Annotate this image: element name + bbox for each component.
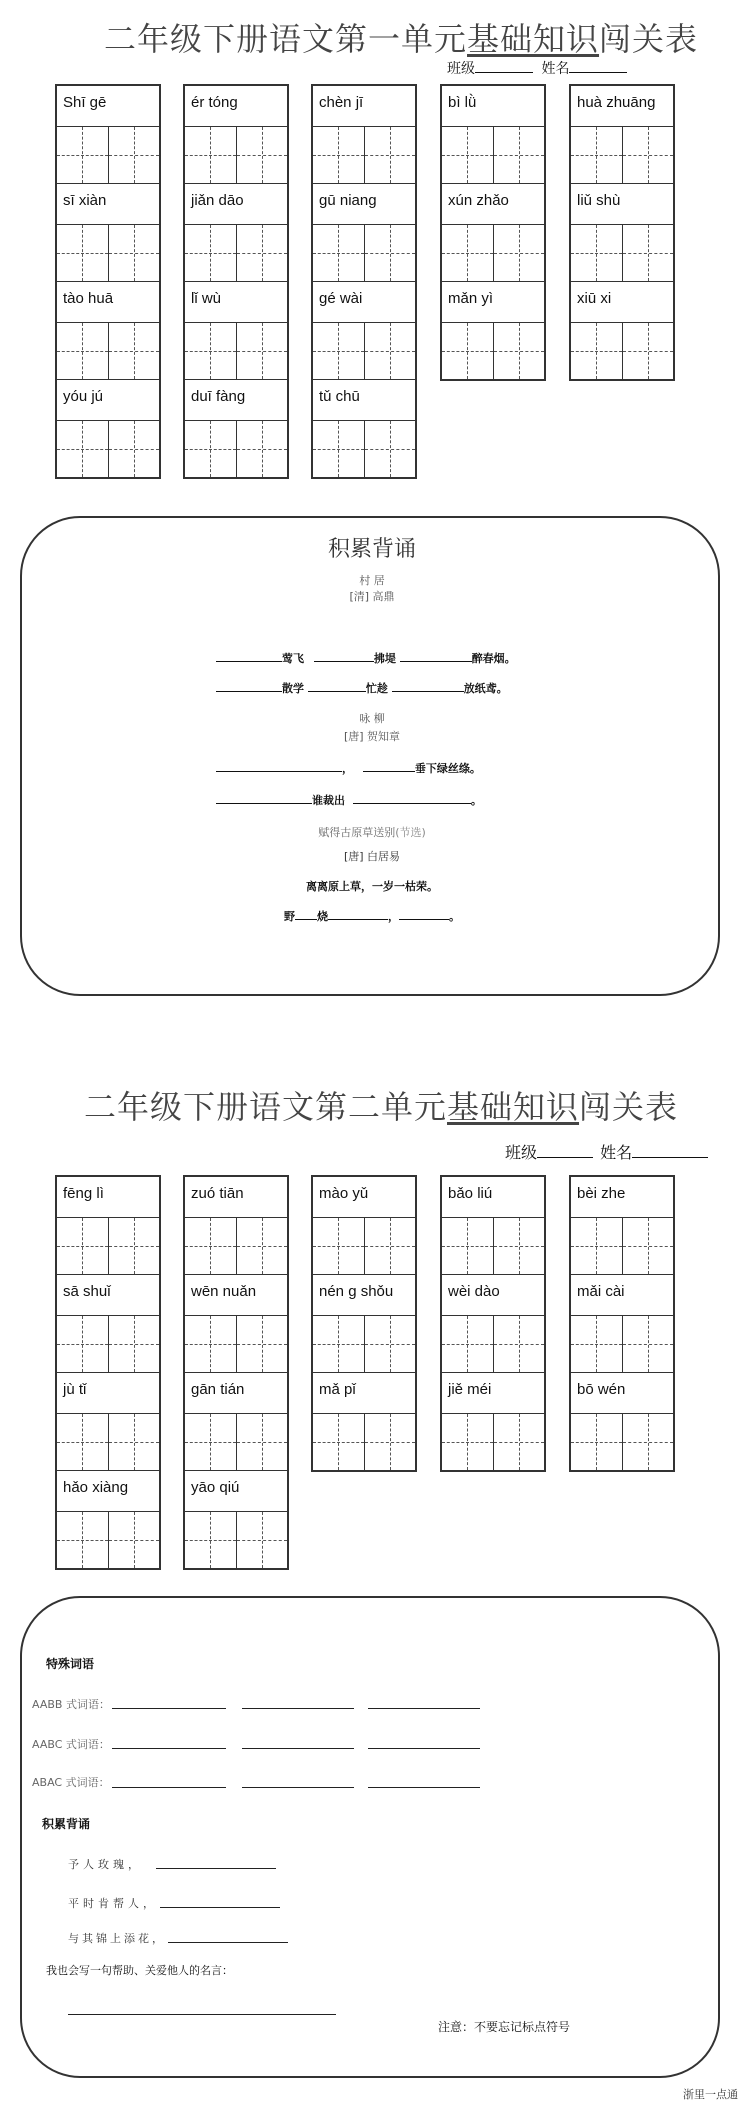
unit2-column-1 (55, 1175, 161, 1570)
tianzige-row (57, 224, 159, 282)
tianzige-row (185, 1315, 287, 1373)
aabc-label: AABC 式词语： (32, 1738, 110, 1751)
word-unit (185, 184, 287, 282)
words-heading: 特殊词语 (46, 1657, 95, 1671)
tianzige-row (57, 126, 159, 184)
pinyin-label: bō wén (577, 1381, 626, 1398)
pinyin-label: hǎo xiàng (63, 1479, 129, 1496)
tianzige-cell[interactable] (622, 1316, 674, 1372)
unit1-column-1 (55, 84, 161, 479)
recite-blank-1[interactable] (156, 1868, 276, 1869)
tianzige-cell[interactable] (442, 127, 493, 183)
tianzige-cell[interactable] (57, 225, 108, 281)
recite-line-2: 平时肯帮人， (68, 1897, 158, 1910)
tianzige-cell[interactable] (236, 323, 288, 379)
word-unit (442, 86, 544, 184)
tianzige-cell[interactable] (236, 1316, 288, 1372)
quote-prompt: 我也会写一句帮助、关爱他人的名言： (46, 1964, 233, 1977)
tianzige-cell[interactable] (364, 323, 416, 379)
word-unit (57, 1177, 159, 1275)
poem3-line2: 野 烧 ， 。 (284, 910, 460, 923)
pinyin-label: bèi zhe (577, 1185, 626, 1202)
tianzige-cell[interactable] (364, 1218, 416, 1274)
word-unit (185, 1373, 287, 1471)
tianzige-cell[interactable] (57, 127, 108, 183)
tianzige-cell[interactable] (493, 1316, 545, 1372)
tianzige-cell[interactable] (622, 323, 674, 379)
word-unit (57, 282, 159, 380)
tianzige-row (442, 126, 544, 184)
tianzige-cell[interactable] (442, 1218, 493, 1274)
tianzige-cell[interactable] (313, 127, 364, 183)
word-unit (185, 86, 287, 184)
unit1-class-name: 班级 姓名 (447, 58, 627, 78)
tianzige-cell[interactable] (185, 1316, 236, 1372)
tianzige-cell[interactable] (313, 323, 364, 379)
aabc-blank-1[interactable] (112, 1748, 226, 1749)
tianzige-cell[interactable] (364, 225, 416, 281)
tianzige-cell[interactable] (571, 1316, 622, 1372)
tianzige-cell[interactable] (622, 1218, 674, 1274)
tianzige-row (313, 1413, 415, 1470)
pinyin-label: sī xiàn (63, 192, 107, 209)
tianzige-row (442, 1413, 544, 1470)
tianzige-cell[interactable] (493, 225, 545, 281)
pinyin-label: mào yǔ (319, 1185, 369, 1202)
unit1-column-5 (569, 84, 675, 381)
word-unit (571, 1275, 673, 1373)
word-unit (442, 184, 544, 282)
word-unit (57, 86, 159, 184)
word-unit (185, 380, 287, 477)
unit2-practice-box (20, 1596, 720, 2078)
tianzige-cell[interactable] (57, 421, 108, 477)
tianzige-cell[interactable] (57, 1218, 108, 1274)
poem1-line2: 散学 忙趁 放纸鸢。 (216, 680, 508, 696)
pinyin-label: jù tǐ (63, 1381, 87, 1398)
pinyin-label: Shī gē (63, 94, 107, 111)
word-unit (185, 1275, 287, 1373)
poem2-line2: 谁裁出 。 (216, 792, 482, 808)
tianzige-row (313, 224, 415, 282)
aabc-blank-3[interactable] (368, 1748, 480, 1749)
tianzige-cell[interactable] (442, 1414, 493, 1470)
unit1-column-3 (311, 84, 417, 479)
tianzige-cell[interactable] (442, 225, 493, 281)
tianzige-cell[interactable] (364, 421, 416, 477)
tianzige-row (185, 1511, 287, 1568)
recite-blank-2[interactable] (160, 1907, 280, 1908)
pinyin-label: duī fàng (191, 388, 246, 405)
tianzige-row (442, 1217, 544, 1275)
class-blank[interactable] (475, 60, 533, 73)
tianzige-cell[interactable] (313, 421, 364, 477)
tianzige-cell[interactable] (236, 1512, 288, 1568)
tianzige-cell[interactable] (364, 1414, 416, 1470)
tianzige-cell[interactable] (313, 225, 364, 281)
tianzige-cell[interactable] (108, 1218, 160, 1274)
tianzige-row (185, 1413, 287, 1471)
abac-blank-1[interactable] (112, 1787, 226, 1788)
tianzige-cell[interactable] (493, 323, 545, 379)
word-unit (313, 1373, 415, 1470)
tianzige-row (57, 1217, 159, 1275)
tianzige-cell[interactable] (57, 1316, 108, 1372)
abac-blank-2[interactable] (242, 1787, 354, 1788)
poem3-title: 赋得古原草送别(节选) (318, 826, 426, 839)
poem2-line1: ， 垂下绿丝绦。 (216, 760, 481, 776)
unit2-title: 二年级下册语文第二单元基础知识闯关表 (84, 1088, 679, 1126)
word-unit (313, 184, 415, 282)
tianzige-cell[interactable] (493, 1414, 545, 1470)
tianzige-row (313, 126, 415, 184)
punctuation-note: 注意：不要忘记标点符号 (438, 2020, 571, 2034)
tianzige-row (313, 420, 415, 477)
poem2-title: 咏 柳 (359, 712, 385, 725)
word-unit (571, 1177, 673, 1275)
tianzige-cell[interactable] (622, 1414, 674, 1470)
name-blank[interactable] (569, 60, 627, 73)
pinyin-label: liǔ shù (577, 192, 621, 209)
unit2-column-2 (183, 1175, 289, 1570)
pinyin-label: yāo qiú (191, 1479, 240, 1496)
tianzige-cell[interactable] (108, 421, 160, 477)
tianzige-row (313, 1217, 415, 1275)
unit1-recite-heading: 积累背诵 (327, 537, 416, 562)
poem1-line1: 莺飞 拂堤 醉春烟。 (216, 650, 516, 666)
aabc-blank-2[interactable] (242, 1748, 354, 1749)
tianzige-cell[interactable] (313, 1414, 364, 1470)
pinyin-label: gū niang (319, 192, 377, 209)
word-unit (571, 282, 673, 379)
tianzige-cell[interactable] (185, 1512, 236, 1568)
aabb-label: AABB 式词语： (32, 1698, 110, 1711)
pinyin-label: zuó tiān (191, 1185, 244, 1202)
recite-blank-3[interactable] (168, 1942, 288, 1943)
tianzige-cell[interactable] (108, 1316, 160, 1372)
tianzige-cell[interactable] (571, 1414, 622, 1470)
tianzige-cell[interactable] (185, 225, 236, 281)
tianzige-row (185, 420, 287, 477)
tianzige-cell[interactable] (236, 1414, 288, 1470)
tianzige-cell[interactable] (493, 1218, 545, 1274)
tianzige-cell[interactable] (108, 225, 160, 281)
tianzige-row (57, 322, 159, 380)
tianzige-row (571, 1315, 673, 1373)
tianzige-row (571, 322, 673, 379)
pinyin-label: wèi dào (448, 1283, 500, 1300)
class-blank-2[interactable] (537, 1145, 593, 1158)
tianzige-cell[interactable] (571, 1218, 622, 1274)
word-unit (442, 1177, 544, 1275)
watermark: 浙里一点通 (683, 2088, 738, 2101)
word-unit (442, 1275, 544, 1373)
tianzige-cell[interactable] (236, 421, 288, 477)
unit2-column-4 (440, 1175, 546, 1472)
tianzige-row (185, 1217, 287, 1275)
tianzige-cell[interactable] (185, 323, 236, 379)
tianzige-cell[interactable] (622, 225, 674, 281)
poem1-author: [清] 高鼎 (349, 590, 395, 603)
word-unit (185, 1471, 287, 1568)
tianzige-cell[interactable] (236, 225, 288, 281)
word-unit (571, 184, 673, 282)
word-unit (57, 1471, 159, 1568)
abac-blank-3[interactable] (368, 1787, 480, 1788)
tianzige-row (57, 1413, 159, 1471)
pinyin-label: bǎo liú (448, 1185, 493, 1202)
tianzige-cell[interactable] (57, 323, 108, 379)
pinyin-label: tào huā (63, 290, 114, 307)
recite-line-1: 予人玫瑰， (68, 1858, 143, 1871)
tianzige-row (442, 322, 544, 379)
unit2-column-3 (311, 1175, 417, 1472)
tianzige-cell[interactable] (313, 1316, 364, 1372)
unit2-class-name: 班级 姓名 (505, 1140, 708, 1163)
pinyin-label: wēn nuǎn (191, 1283, 257, 1300)
tianzige-row (571, 1217, 673, 1275)
poem1-title: 村 居 (359, 574, 385, 587)
pinyin-label: lǐ wù (191, 290, 222, 307)
tianzige-cell[interactable] (185, 421, 236, 477)
pinyin-label: ér tóng (191, 94, 238, 111)
quote-blank[interactable] (68, 2014, 336, 2015)
tianzige-cell[interactable] (364, 1316, 416, 1372)
tianzige-cell[interactable] (57, 1512, 108, 1568)
word-unit (57, 184, 159, 282)
aabb-blank-1[interactable] (112, 1708, 226, 1709)
word-unit (313, 1275, 415, 1373)
poem3-author: [唐] 白居易 (343, 850, 401, 863)
tianzige-cell[interactable] (185, 1414, 236, 1470)
tianzige-cell[interactable] (57, 1414, 108, 1470)
tianzige-row (185, 126, 287, 184)
tianzige-cell[interactable] (108, 323, 160, 379)
aabb-blank-3[interactable] (368, 1708, 480, 1709)
pinyin-label: jiě méi (448, 1381, 492, 1398)
word-unit (57, 1373, 159, 1471)
tianzige-row (571, 126, 673, 184)
pinyin-label: tǔ chū (319, 388, 360, 405)
tianzige-cell[interactable] (313, 1218, 364, 1274)
name-blank-2[interactable] (632, 1145, 708, 1158)
word-unit (185, 282, 287, 380)
pinyin-label: jiǎn dāo (191, 192, 244, 209)
pinyin-label: bì lǜ (448, 94, 477, 111)
tianzige-row (185, 224, 287, 282)
pinyin-label: mǎn yì (448, 290, 494, 307)
tianzige-cell[interactable] (442, 1316, 493, 1372)
tianzige-cell[interactable] (364, 127, 416, 183)
tianzige-cell[interactable] (108, 1512, 160, 1568)
pinyin-label: mǎ pǐ (319, 1381, 356, 1398)
word-unit (313, 380, 415, 477)
pinyin-label: gān tián (191, 1381, 245, 1398)
tianzige-cell[interactable] (108, 127, 160, 183)
tianzige-row (571, 224, 673, 282)
pinyin-label: nén g shǒu (319, 1283, 394, 1300)
abac-label: ABAC 式词语： (32, 1776, 110, 1789)
tianzige-cell[interactable] (108, 1414, 160, 1470)
tianzige-cell[interactable] (442, 323, 493, 379)
tianzige-cell[interactable] (185, 127, 236, 183)
poem2-author: [唐] 贺知章 (343, 730, 401, 743)
word-unit (571, 1373, 673, 1470)
word-unit (57, 380, 159, 477)
tianzige-row (313, 1315, 415, 1373)
aabb-blank-2[interactable] (242, 1708, 354, 1709)
unit2-column-5 (569, 1175, 675, 1472)
tianzige-cell[interactable] (622, 127, 674, 183)
pinyin-label: xún zhǎo (448, 192, 509, 209)
word-unit (313, 86, 415, 184)
pinyin-label: fēng lì (63, 1185, 104, 1202)
tianzige-row (57, 1315, 159, 1373)
word-unit (313, 282, 415, 380)
pinyin-label: chèn jī (319, 94, 364, 111)
pinyin-label: huà zhuāng (577, 94, 656, 111)
tianzige-cell[interactable] (236, 1218, 288, 1274)
pinyin-label: mǎi cài (577, 1283, 625, 1300)
tianzige-row (185, 322, 287, 380)
recite-line-3: 与其锦上添花， (68, 1932, 166, 1945)
tianzige-cell[interactable] (493, 127, 545, 183)
word-unit (442, 282, 544, 379)
tianzige-cell[interactable] (236, 127, 288, 183)
word-unit (571, 86, 673, 184)
tianzige-cell[interactable] (571, 323, 622, 379)
tianzige-row (571, 1413, 673, 1470)
tianzige-cell[interactable] (571, 225, 622, 281)
tianzige-row (57, 1511, 159, 1568)
unit1-title: 二年级下册语文第一单元基础知识闯关表 (104, 20, 699, 58)
tianzige-cell[interactable] (571, 127, 622, 183)
pinyin-label: yóu jú (63, 388, 104, 405)
pinyin-label: sā shuǐ (63, 1283, 111, 1300)
tianzige-row (442, 1315, 544, 1373)
pinyin-label: gé wài (319, 290, 363, 307)
tianzige-row (442, 224, 544, 282)
word-unit (313, 1177, 415, 1275)
pinyin-label: xiū xi (577, 290, 612, 307)
unit2-recite-heading: 积累背诵 (42, 1817, 91, 1831)
tianzige-cell[interactable] (185, 1218, 236, 1274)
tianzige-row (313, 322, 415, 380)
unit1-column-4 (440, 84, 546, 381)
poem3-line1: 离离原上草，一岁一枯荣。 (306, 880, 438, 893)
tianzige-row (57, 420, 159, 477)
word-unit (185, 1177, 287, 1275)
word-unit (442, 1373, 544, 1470)
unit1-column-2 (183, 84, 289, 479)
word-unit (57, 1275, 159, 1373)
